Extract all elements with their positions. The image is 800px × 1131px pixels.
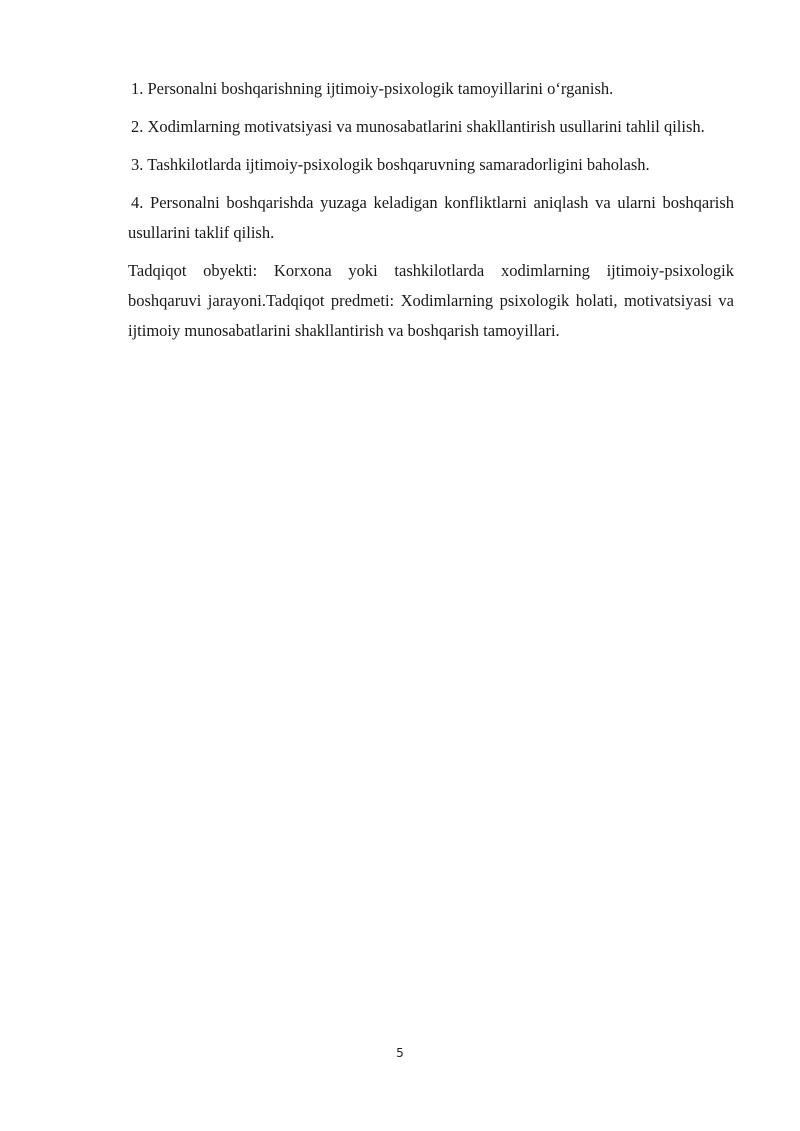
list-item-4: 4. Personalni boshqarishda yuzaga keladigan konfliktlarni aniqlash va ularni boshqarish usullarini taklif qilish. [128,193,734,242]
list-item-3: 3. Tashkilotlarda ijtimoiy-psixologik boshqaruvning samaradorligini baholash. [131,155,650,174]
list-item-1: 1. Personalni boshqarishning ijtimoiy-psixologik tamoyillarini o‘rganish. [131,79,614,98]
page-number: 5 [396,1046,404,1060]
list-item-2: 2. Xodimlarning motivatsiyasi va munosabatlarini shakllantirish usullarini tahlil qilish. [131,117,705,136]
research-object-paragraph: Tadqiqot obyekti: Korxona yoki tashkilotlarda xodimlarning ijtimoiy-psixologik boshqaruvi jarayoni.Tadqiqot predmeti: Xodimlarning psixologik holati, motivatsiyasi va ijtimoiy munosabatlarini shakllantirish va boshqarish tamoyillari. [128,261,734,340]
document-body [128,74,734,346]
